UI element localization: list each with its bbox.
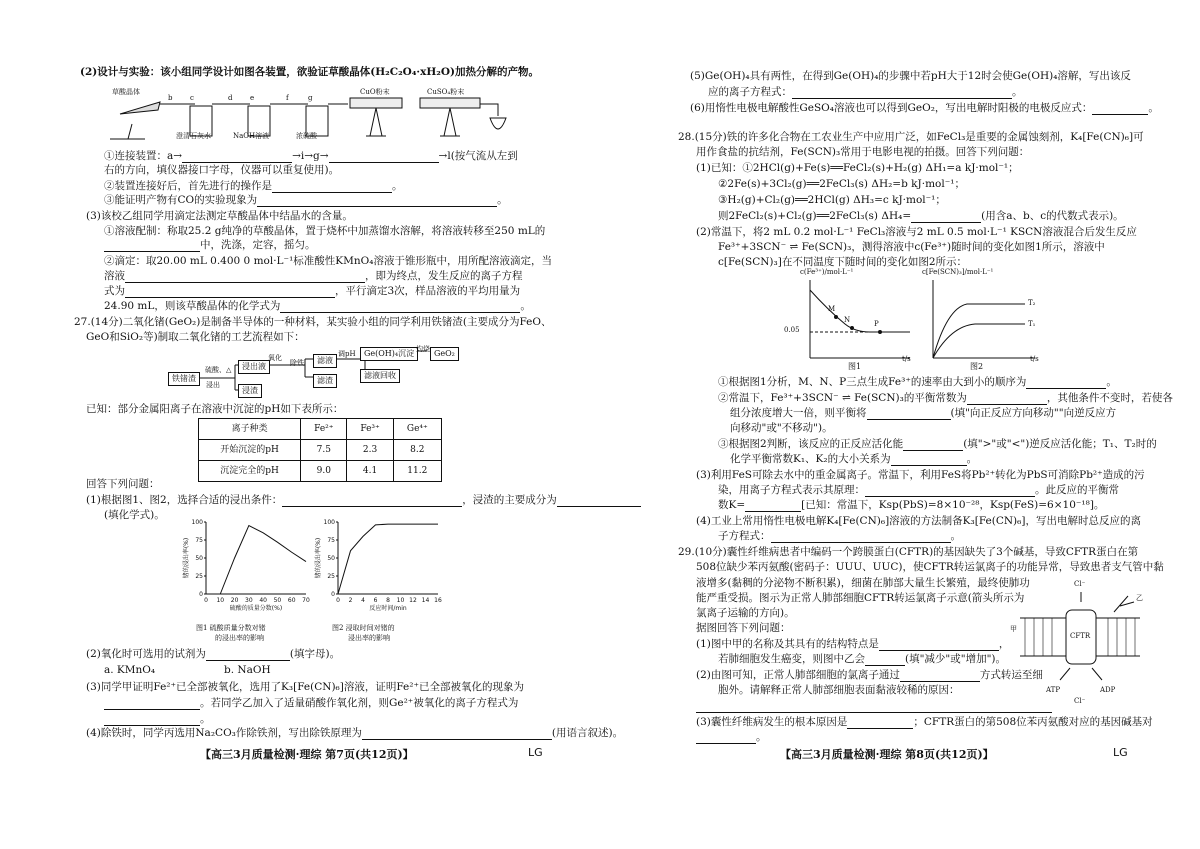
q3-fe-a: (3)同学甲证明Fe²⁺已全部被氧化，选用了K₃[Fe(CN)₆]溶液，证明Fe²⁺已全部被氧化的现象为 [86, 681, 525, 693]
footer-mark: LG [528, 746, 543, 759]
q28-b: 用作食盐的抗结剂，Fe(SCN)₃常用于电影电视的拍摄。回答下列问题： [696, 146, 1030, 158]
x-axis-label: 硫酸的质量分数(%) [229, 605, 283, 612]
flow-remove-fe: 除铁 [290, 359, 304, 367]
y-tick-label: 100 [323, 519, 335, 526]
flow-geoh4: Ge(OH)₄沉淀 [360, 347, 418, 361]
y-tick-label: 100 [191, 519, 203, 526]
q3-2d: 式为 ，平行滴定3次，样品溶液的平均用量为 [104, 285, 521, 297]
q29-2d [696, 700, 1052, 713]
q29-3: (3)囊性纤维病发生的根本原因是 ；CFTR蛋白的第508位苯丙氨酸对应的基因碱基对 [696, 716, 1153, 728]
footer-page-8: 【高三3月质量检测·理综 第8页(共12页)】 [780, 748, 994, 761]
g2-caption: 图2 [970, 362, 984, 371]
q28-1c: ③H₂(g)+Cl₂(g)══2HCl(g) ΔH₃=c kJ·mol⁻¹； [718, 194, 946, 206]
chart-figure2 [312, 516, 452, 626]
g1-caption: 图1 [848, 362, 862, 371]
flow-filtrate2: 滤液回收 [360, 369, 400, 383]
point-m: M [828, 305, 836, 313]
q29-1a: (1)图中甲的名称及其具有的结构特点是 ， [696, 638, 1010, 650]
q3-2b: 溶液 ，即为终点，发生反应的离子方程 [104, 270, 523, 282]
port-f: f [286, 94, 289, 102]
page-8 [600, 0, 1200, 849]
table-cell: 9.0 [301, 461, 347, 482]
g1-ytick: 0.05 [784, 326, 800, 334]
x-tick-label: 4 [361, 597, 365, 604]
q28-2-2e: 向移动"或"不移动")。 [730, 422, 833, 434]
q28-2-2a: ②常温下，Fe³⁺+3SCN⁻ ⇌ Fe(SCN)₃的平衡常数为 ，其他条件不变时，若使各 [718, 392, 1173, 404]
q29-d: 能严重受损。图示为正常人肺部细胞CFTR转运氯离子示意(箭头所示为 [696, 592, 1025, 604]
q28-4b: 子方程式： 。 [718, 530, 961, 542]
table-cell: 2.3 [347, 440, 393, 461]
table-cell: 8.2 [393, 440, 441, 461]
q28-2c: c[Fe(SCN)₃]在不同温度下随时间的变化如图2所示： [718, 256, 967, 268]
label-grass: 草酸晶体 [112, 88, 140, 96]
x-tick-label: 12 [409, 597, 417, 604]
q29-a: 29.(10分)囊性纤维病患者中编码一个跨膜蛋白(CFTR)的基因缺失了3个碱基，导致CFTR蛋白在第 [678, 546, 1139, 558]
flow-filtrate1: 滤液 [313, 354, 337, 368]
table-header-row [199, 419, 442, 440]
flow-start: 铁锗渣 [168, 372, 200, 386]
label-jia: 甲 [1010, 625, 1017, 633]
cl-bottom: Cl⁻ [1074, 697, 1086, 705]
table-header: Ge⁴⁺ [393, 419, 441, 440]
label-h2so4: 浓硫酸 [296, 132, 317, 140]
table-header: 离子种类 [199, 419, 301, 440]
q3-intro: (3)该校乙组同学用滴定法测定草酸晶体中结晶水的含量。 [86, 210, 353, 222]
x-tick-label: 30 [245, 597, 253, 604]
q28-3a: (3)利用FeS可除去水中的重金属离子。常温下，利用FeS将Pb²⁺转化为PbS可消除Pb²⁺造成的污 [696, 469, 1145, 481]
table-row [199, 440, 442, 461]
option-b: b. NaOH [224, 664, 271, 676]
q28-2-2c: 组分浓度增大一倍，则平衡将 (填"向正反应方向移动""向逆反应方 [730, 407, 1117, 419]
y-tick-label: 25 [327, 573, 335, 580]
x-tick-label: 70 [302, 597, 310, 604]
graph-fescn3-concentration [925, 280, 1035, 360]
q3-1b: 中，洗涤，定容，摇匀。 [104, 239, 316, 252]
y-tick-label: 50 [327, 555, 335, 562]
x-tick-label: 10 [396, 597, 405, 604]
series-line [338, 524, 438, 594]
g2-xlabel: t/s [1030, 355, 1039, 363]
table-cell: 7.5 [301, 440, 347, 461]
q2-3: ③能证明产物有CO的实验现象为 。 [104, 194, 508, 206]
table-cell: 11.2 [393, 461, 441, 482]
q1c: (填化学式)。 [104, 509, 165, 521]
q2-1d: 右的方向，填仪器接口字母，仪器可以重复使用)。 [104, 164, 340, 176]
point-n: N [844, 316, 851, 324]
q29-b: 508位缺少苯丙氨酸(密码子：UUU、UUC)，使CFTR转运氯离子的功能异常，导致患者支气管中黏 [696, 561, 1164, 573]
q28-4a: (4)工业上常用惰性电极电解K₄[Fe(CN)₆]溶液的方法制备K₃[Fe(CN)₆]，写出电解时总反应的离 [696, 515, 1141, 527]
series-line [220, 526, 306, 594]
graph-fe3-concentration [800, 280, 910, 360]
label-cuso4: CuSO₄粉末 [427, 88, 465, 96]
port-b: b [168, 94, 173, 102]
port-e: e [250, 94, 255, 102]
q29-2a: (2)由图可知，正常人肺部细胞的氯离子通过 方式转运至细 [696, 669, 1043, 681]
x-axis-label: 反应时间/min [369, 605, 407, 612]
label-cftr: CFTR [1070, 632, 1091, 640]
q29-3b-line: 。 [696, 731, 767, 744]
q2-2: ②装置连接好后，首先进行的操作是 。 [104, 180, 403, 192]
table-cell: 沉淀完全的pH [199, 461, 301, 482]
table-header: Fe³⁺ [347, 419, 393, 440]
x-tick-label: 60 [287, 597, 296, 604]
ph-table [198, 418, 442, 482]
y-tick-label: 25 [195, 573, 203, 580]
flow-liquid: 浸出液 [238, 360, 270, 374]
q27-a: 27.(14分)二氧化锗(GeO₂)是制备半导体的一种材料，某实验小组的同学利用铁锗渣(主要成分为FeO、 [74, 316, 552, 328]
y-tick-label: 50 [195, 555, 203, 562]
q4: (4)除铁时，同学丙选用Na₂CO₃作除铁剂，写出除铁原理为 (用语言叙述)。 [86, 727, 624, 739]
q3-2f: 24.90 mL，则该草酸晶体的化学式为 。 [104, 300, 531, 312]
x-tick-label: 2 [348, 597, 353, 604]
y-tick-label: 0 [199, 591, 203, 598]
flow-geo2: GeO₂ [430, 347, 459, 361]
g2-ylabel: c[Fe(SCN)₃]/mol·L⁻¹ [922, 268, 994, 276]
flow-residue: 浸渣 [238, 384, 262, 398]
x-tick-label: 6 [373, 597, 378, 604]
axis [338, 522, 438, 594]
ph-intro: 已知：部分金属阳离子在溶液中沉淀的pH如下表所示： [86, 403, 344, 415]
q3-1a: ①溶液配制：称取25.2 g纯净的草酸晶体，置于烧杯中加蒸馏水溶解，将溶液转移至250 mL的 [104, 225, 546, 237]
q28-2-1: ①根据图1分析，M、N、P三点生成Fe³⁺的速率由大到小的顺序为 。 [718, 376, 1117, 388]
cl-top: Cl⁻ [1074, 580, 1086, 588]
x-tick-label: 0 [204, 597, 208, 604]
port-c: c [190, 94, 194, 102]
q3-fe-b: 。若同学乙加入了适量硝酸作氧化剂，则Ge²⁺被氧化的离子方程式为 [104, 697, 518, 710]
q2-1a: ①连接装置：a→ →i→g→ →l(按气流从左到 [104, 150, 518, 162]
q5b: 应的离子方程式： 。 [708, 86, 1023, 98]
point-p: P [874, 320, 879, 328]
table-header: Fe²⁺ [301, 419, 347, 440]
x-tick-label: 8 [386, 597, 390, 604]
g1-ylabel: c(Fe³⁺)/mol·L⁻¹ [800, 268, 854, 276]
q3-2a: ②滴定：取20.00 mL 0.400 0 mol·L⁻¹标准酸性KMnO₄溶液于锥形瓶中，用所配溶液滴定，当 [104, 255, 552, 267]
fig1-caption-2: 的浸出率的影响 [215, 634, 264, 642]
q29-2c: 胞外。请解释正常人肺部细胞表面黏液较稀的原因： [718, 684, 960, 696]
q6: (6)用惰性电极电解酸性GeSO₄溶液也可以得到GeO₂，写出电解时阳极的电极反应式： 。 [690, 102, 1159, 114]
y-tick-label: 75 [327, 537, 335, 544]
table-row [199, 461, 442, 482]
y-axis-label: 锗的浸出率(%) [183, 537, 190, 579]
q1a: (1)根据图1、图2，选择合适的浸出条件： ，浸渣的主要成分为 [86, 494, 641, 507]
flow-leach: 浸出 [206, 381, 220, 389]
label-naoh: NaOH溶液 [233, 132, 270, 140]
label-yi: 乙 [1136, 594, 1143, 602]
fig1-caption-1: 图1 硫酸质量分数对锗 [196, 624, 266, 632]
q29-c: 液增多(黏稠的分泌物不断积累)，细菌在肺部大量生长繁殖，最终使肺功 [696, 577, 1030, 589]
q2-intro: (2)设计与实验：该小组同学设计如图各装置，欲验证草酸晶体(H₂C₂O₄·xH₂O)加热分解的产物。 [80, 66, 539, 78]
series-t2: T₂ [1028, 299, 1036, 307]
port-d: d [228, 94, 233, 102]
q28-1b: ②2Fe(s)+3Cl₂(g)══2FeCl₃(s) ΔH₂=b kJ·mol⁻¹； [718, 178, 965, 190]
q28-2-3a: ③根据图2判断，该反应的正反应活化能 (填">"或"<")逆反应活化能；T₁、T₂时的 [718, 438, 1157, 450]
q29-f: 据图回答下列问题： [696, 622, 791, 634]
g1-xlabel: t/s [902, 355, 911, 363]
answer-intro: 回答下列问题： [86, 478, 160, 490]
label-cuo: CuO粉末 [360, 88, 390, 96]
q2-oxidize: (2)氧化时可选用的试剂为 (填字母)。 [86, 648, 341, 660]
q29-e: 氯离子运输的方向)。 [696, 607, 795, 619]
flow-adjust-ph: 调pH [338, 350, 356, 358]
x-tick-label: 20 [230, 597, 239, 604]
y-tick-label: 0 [331, 591, 335, 598]
fig2-caption-2: 浸出率的影响 [348, 634, 390, 642]
q27-b: GeO和SiO₂等)制取二氧化锗的工艺流程如下： [86, 331, 305, 343]
x-tick-label: 10 [216, 597, 225, 604]
q28-3d: 数K= [已知：常温下，Ksp(PbS)=8×10⁻²⁸，Ksp(FeS)=6×10⁻¹⁸]。 [718, 499, 1105, 511]
q5a: (5)Ge(OH)₄具有两性，在得到Ge(OH)₄的步骤中若pH大于12时会使Ge(OH)₄溶解，写出该反 [690, 70, 1131, 82]
label-atp: ATP [1046, 686, 1061, 694]
chart-figure1 [180, 516, 320, 626]
q28-2a: (2)常温下，将2 mL 0.2 mol·L⁻¹ FeCl₃溶液与2 mL 0.5 mol·L⁻¹ KSCN溶液混合后发生反应 [696, 226, 1137, 238]
flow-oxidize: 氧化 [268, 354, 282, 362]
series-t1: T₁ [1028, 320, 1036, 328]
q28-2b: Fe³⁺+3SCN⁻ ⇌ Fe(SCN)₃，测得溶液中c(Fe³⁺)随时间的变化如图1所示，溶液中 [718, 241, 1105, 253]
x-tick-label: 40 [259, 597, 267, 604]
x-tick-label: 16 [434, 597, 442, 604]
q3-fe-c: 。 [104, 713, 211, 726]
q28-3b: 染，用离子方程式表示其原理： 。此反应的平衡常 [718, 484, 1119, 496]
footer-page-7: 【高三3月质量检测·理综 第7页(共12页)】 [200, 748, 414, 761]
fig2-caption-1: 图2 浸取时间对锗的 [332, 624, 395, 632]
label-lime: 澄清石灰水 [176, 132, 211, 140]
x-tick-label: 0 [336, 597, 340, 604]
q28-1d: 则2FeCl₂(s)+Cl₂(g)══2FeCl₃(s) ΔH₄= (用含a、b、c的代数式表示)。 [718, 210, 1124, 222]
label-adp: ADP [1100, 686, 1116, 694]
q28-a: 28.(15分)铁的许多化合物在工农业生产中应用广泛，如FeCl₃是重要的金属蚀刻剂，K₄[Fe(CN)₆]可 [678, 131, 1144, 143]
y-axis-label: 锗的浸出率(%) [315, 537, 322, 579]
y-tick-label: 75 [195, 537, 203, 544]
footer-mark: LG [1113, 746, 1128, 759]
x-tick-label: 50 [273, 597, 282, 604]
q28-1a: (1)已知：①2HCl(g)+Fe(s)══FeCl₂(s)+H₂(g) ΔH₁=a kJ·mol⁻¹； [696, 162, 1019, 174]
x-tick-label: 14 [421, 597, 430, 604]
flow-calcine: 灼烧 [416, 345, 430, 353]
flow-acid: 硫酸、△ [205, 366, 232, 374]
axis [206, 522, 306, 594]
table-cell: 开始沉淀的pH [199, 440, 301, 461]
table-cell: 4.1 [347, 461, 393, 482]
port-g: g [308, 94, 313, 102]
option-a: a. KMnO₄ [104, 664, 156, 676]
q29-1b: 若肺细胞发生癌变，则图中乙会 (填"减少"或"增加")。 [718, 653, 1007, 665]
flow-filter-residue: 滤渣 [313, 374, 337, 388]
q28-2-3c: 化学平衡常数K₁、K₂的大小关系为 。 [730, 453, 978, 465]
